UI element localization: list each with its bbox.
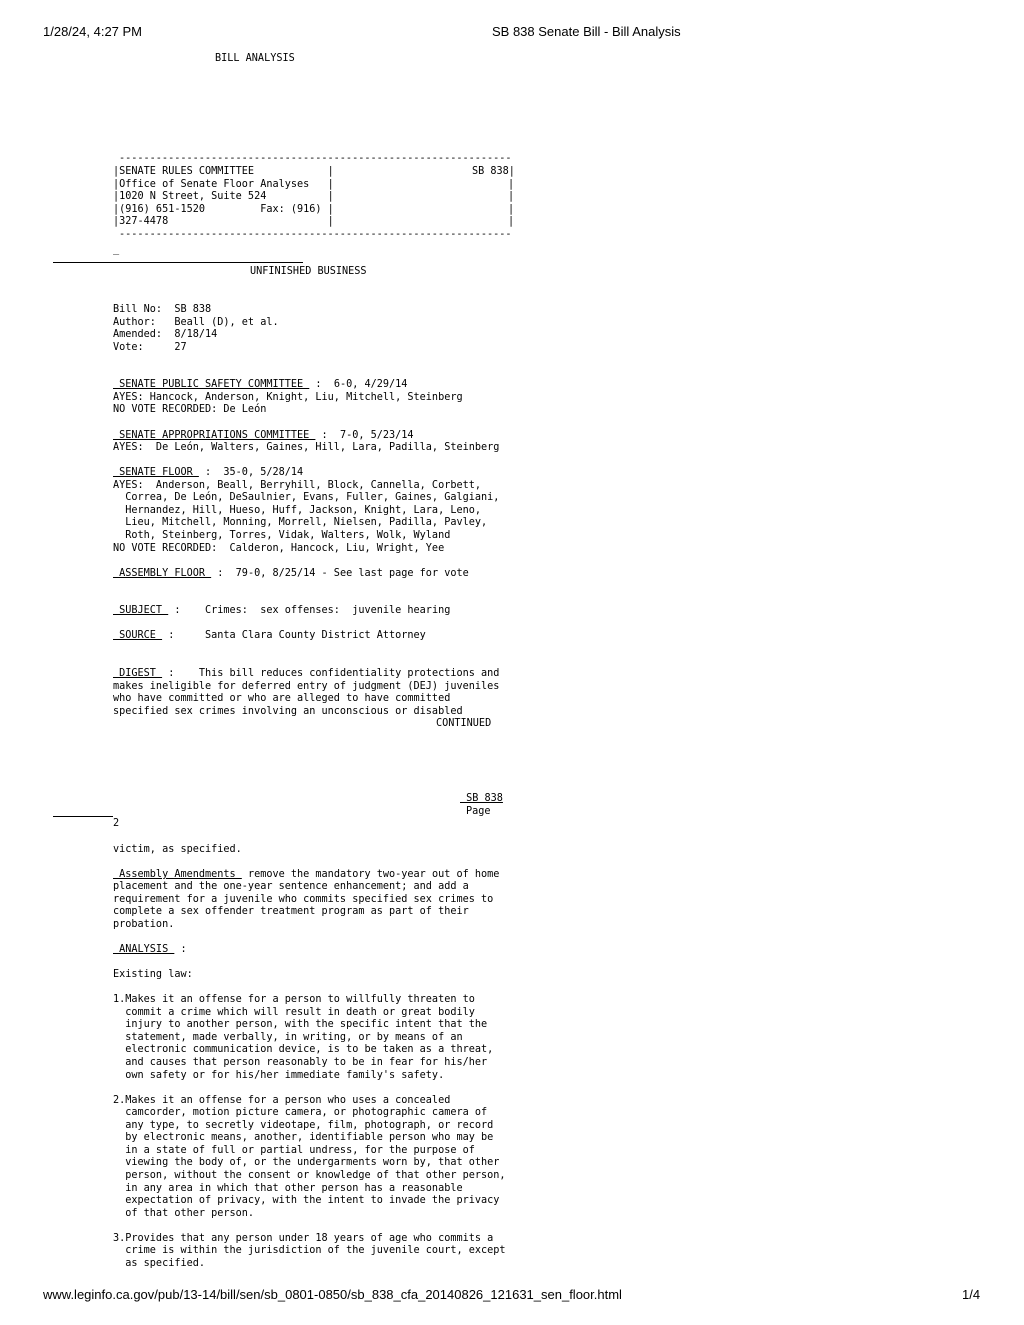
amendments-line: requirement for a juvenile who commits specified sex crimes to: [113, 894, 494, 905]
page2-number: 2: [113, 818, 120, 829]
digest-line: specified sex crimes involving an unconscious or disabled: [113, 706, 463, 717]
subject-text: : Crimes: sex offenses: juvenile hearing: [168, 605, 451, 616]
law-item-line: and causes that person reasonably to be in fear for his/her: [113, 1057, 488, 1068]
law-item-line: 3.Provides that any person under 18 years of age who commits a: [113, 1233, 494, 1244]
law-item-line: 1.Makes it an offense for a person to willfully threaten to: [113, 994, 475, 1005]
senate-floor-ayes-line: Lieu, Mitchell, Monning, Morrell, Nielsen, Padilla, Pavley,: [113, 517, 488, 528]
source-text: : Santa Clara County District Attorney: [162, 630, 426, 641]
analysis-label: ANALYSIS: [113, 944, 175, 955]
public-safety-no-vote: NO VOTE RECORDED: De León: [113, 404, 267, 415]
source-label: SOURCE: [113, 630, 163, 641]
senate-floor-ayes-line: Roth, Steinberg, Torres, Vidak, Walters, Wolk, Wyland: [113, 530, 451, 541]
law-item-line: statement, made verbally, in writing, or by means of an: [113, 1032, 463, 1043]
box-right-edge: |: [508, 191, 515, 202]
public-safety-ayes: AYES: Hancock, Anderson, Knight, Liu, Mitchell, Steinberg: [113, 392, 463, 403]
box-line-committee: |SENATE RULES COMMITTEE |: [113, 166, 334, 177]
amendments-line: complete a sex offender treatment program as part of their: [113, 906, 469, 917]
print-title: SB 838 Senate Bill - Bill Analysis: [492, 24, 681, 39]
law-item-line: by electronic means, another, identifiable person who may be: [113, 1132, 494, 1143]
vote-appropriations: [113, 430, 414, 443]
senate-floor-ayes-line: Hernandez, Hill, Hueso, Huff, Jackson, Knight, Lara, Leno,: [113, 505, 482, 516]
appropriations-ayes: AYES: De León, Walters, Gaines, Hill, Lara, Padilla, Steinberg: [113, 442, 500, 453]
senate-floor-no-vote: NO VOTE RECORDED: Calderon, Hancock, Liu, Wright, Yee: [113, 543, 445, 554]
box-line-office: |Office of Senate Floor Analyses |: [113, 179, 334, 190]
senate-floor-ayes-line: AYES: Anderson, Beall, Berryhill, Block, Cannella, Corbett,: [113, 480, 482, 491]
law-item-line: commit a crime which will result in death or great bodily: [113, 1007, 475, 1018]
assembly-floor-label: ASSEMBLY FLOOR: [113, 568, 212, 579]
law-item-line: expectation of privacy, with the intent to invade the privacy: [113, 1195, 500, 1206]
law-item-line: as specified.: [113, 1258, 206, 1269]
amendments-label: Assembly Amendments: [113, 869, 242, 880]
page2-page-word: Page: [466, 806, 491, 817]
senate-floor-label: SENATE FLOOR: [113, 467, 199, 478]
unfinished-business-heading: UNFINISHED BUSINESS: [250, 266, 367, 277]
box-right-edge: |: [508, 216, 515, 227]
bill-author: Author: Beall (D), et al.: [113, 317, 279, 328]
print-datetime: 1/28/24, 4:27 PM: [43, 24, 143, 39]
law-item-line: electronic communication device, is to be taken as a threat,: [113, 1044, 494, 1055]
subject-line: [113, 605, 450, 618]
law-item-line: any type, to secretly videotape, film, photograph, or record: [113, 1120, 494, 1131]
continued-marker: CONTINUED: [436, 718, 492, 729]
law-item-line: crime is within the jurisdiction of the juvenile court, except: [113, 1245, 506, 1256]
digest-line: makes ineligible for deferred entry of judgment (DEJ) juveniles: [113, 681, 500, 692]
box-right-edge: |: [508, 179, 515, 190]
law-item-line: injury to another person, with the specific intent that the: [113, 1019, 488, 1030]
print-page-count: 1/4: [962, 1287, 981, 1302]
box-border-top: ----------------------------------------------------------------: [119, 153, 512, 164]
bill-amended: Amended: 8/18/14: [113, 329, 218, 340]
vote-assembly-floor: [113, 568, 469, 581]
amendments-first-line: Assembly Amendments remove the mandatory two-year out of home: [113, 869, 500, 880]
bill-analysis-heading: BILL ANALYSIS: [215, 53, 295, 64]
law-item-line: in a state of full or partial undress, for the purpose of: [113, 1145, 475, 1156]
bill-number: Bill No: SB 838: [113, 304, 212, 315]
page2-bill-ref: SB 838: [460, 793, 503, 804]
box-border-bottom: ----------------------------------------------------------------: [119, 229, 512, 240]
law-item-line: in any area in which that other person has a reasonable: [113, 1183, 463, 1194]
vote-public-safety: [113, 379, 407, 392]
digest-line: who have committed or who are alleged to have committed: [113, 693, 451, 704]
law-item-line: person, without the consent or knowledge of that other person,: [113, 1170, 506, 1181]
public-safety-result: : 6-0, 4/29/14: [309, 379, 408, 390]
box-line-address: |1020 N Street, Suite 524 |: [113, 191, 334, 202]
print-url: www.leginfo.ca.gov/pub/13-14/bill/sen/sb_0801-0850/sb_838_cfa_20140826_121631_sen_floor.html: [43, 1287, 622, 1302]
law-item-line: own safety or for his/her immediate family's safety.: [113, 1070, 445, 1081]
box-line-bill-ref: SB 838|: [472, 166, 515, 177]
victim-line: victim, as specified.: [113, 844, 242, 855]
page2-rule: [53, 816, 113, 817]
existing-law-heading: Existing law:: [113, 969, 193, 980]
public-safety-label: SENATE PUBLIC SAFETY COMMITTEE: [113, 379, 310, 390]
law-item-line: camcorder, motion picture camera, or photographic camera of: [113, 1107, 488, 1118]
vote-senate-floor: [113, 467, 303, 480]
analysis-heading: ANALYSIS :: [113, 944, 187, 955]
amendments-line: probation.: [113, 919, 175, 930]
digest-text: : This bill reduces confidentiality protections and: [162, 668, 500, 679]
law-item-line: 2.Makes it an offense for a person who uses a concealed: [113, 1095, 451, 1106]
senate-floor-ayes-line: Correa, De León, DeSaulnier, Evans, Fuller, Gaines, Galgiani,: [113, 492, 500, 503]
box-line-phone: |(916) 651-1520 Fax: (916) |: [113, 204, 334, 215]
source-line: [113, 630, 426, 643]
separator-rule: [53, 262, 303, 263]
senate-floor-result: : 35-0, 5/28/14: [198, 467, 304, 478]
subject-label: SUBJECT: [113, 605, 169, 616]
box-line-fax-number: |327-4478 |: [113, 216, 334, 227]
appropriations-result: : 7-0, 5/23/14: [315, 430, 414, 441]
bill-vote: Vote: 27: [113, 342, 187, 353]
digest-label: DIGEST: [113, 668, 163, 679]
digest-first-line: [113, 668, 499, 681]
appropriations-label: SENATE APPROPRIATIONS COMMITTEE: [113, 430, 316, 441]
assembly-floor-result: : 79-0, 8/25/14 - See last page for vote: [211, 568, 469, 579]
box-right-edge: |: [508, 204, 515, 215]
amendments-line: placement and the one-year sentence enhancement; and add a: [113, 881, 469, 892]
law-item-line: viewing the body of, or the undergarments worn by, that other: [113, 1157, 500, 1168]
underscore-mark: _: [113, 244, 120, 255]
law-item-line: of that other person.: [113, 1208, 255, 1219]
